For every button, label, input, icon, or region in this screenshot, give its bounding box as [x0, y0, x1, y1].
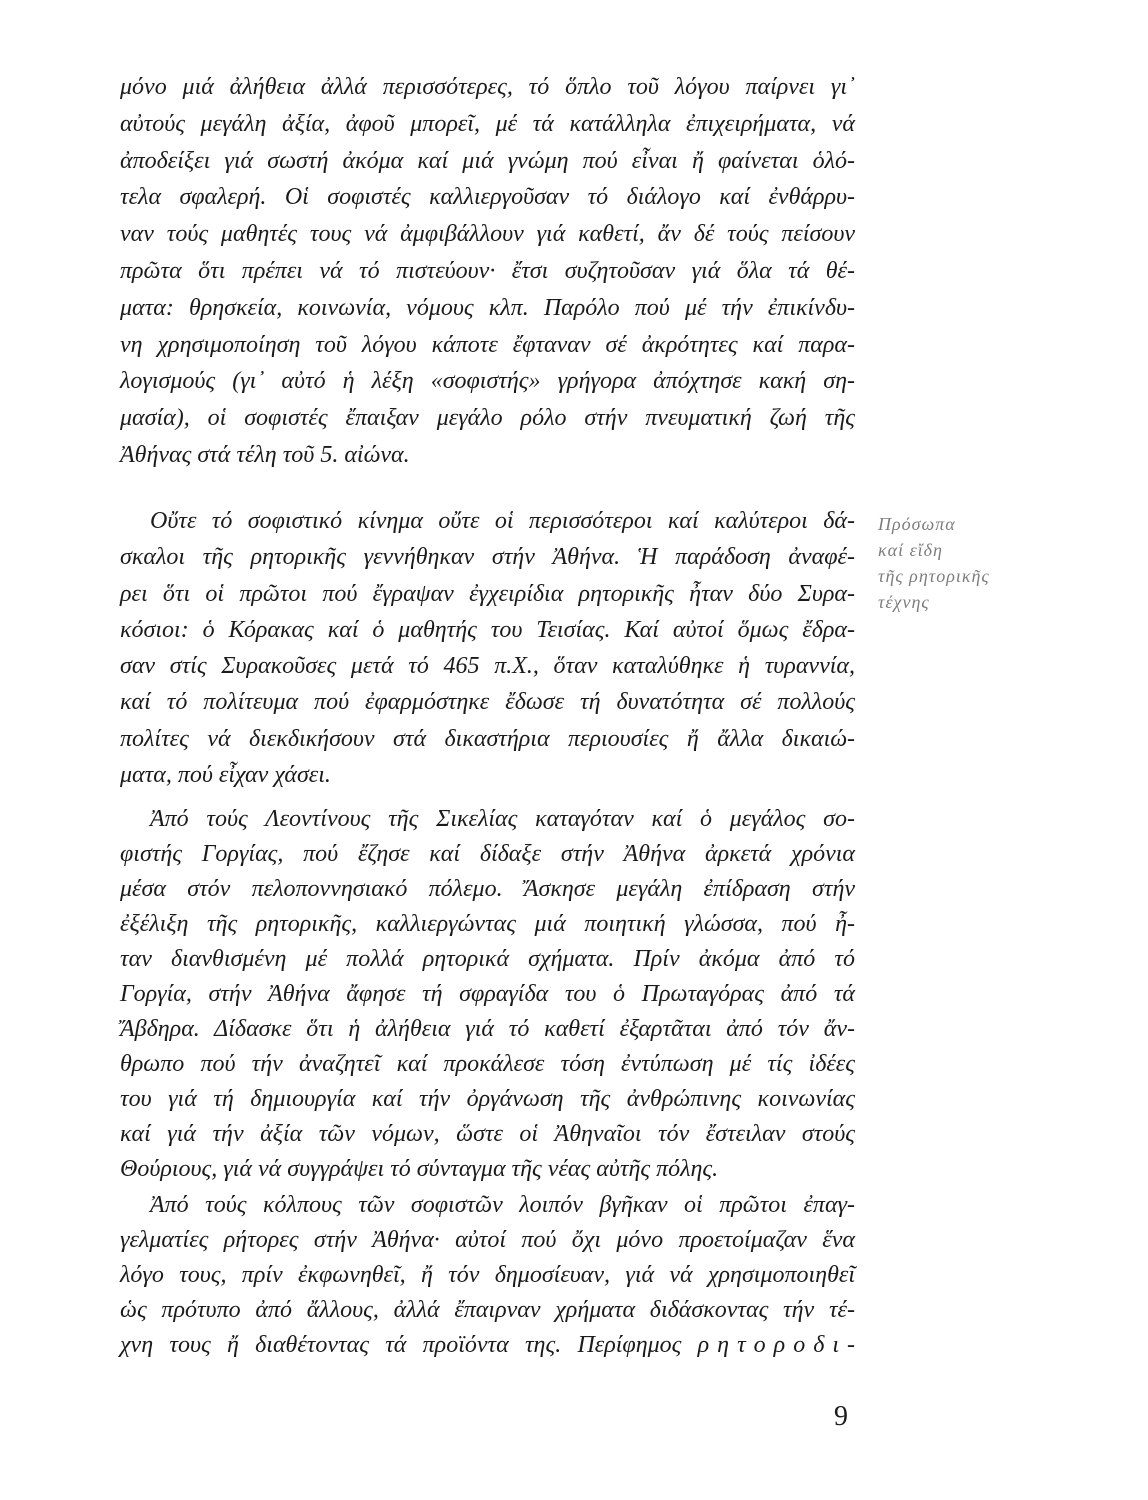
text-line: ὡς πρότυπο ἀπό ἄλλους, ἀλλά ἔπαιρναν χρήματα διδάσκοντας τήν τέ-	[120, 1297, 855, 1323]
margin-note-line: Πρόσωπα	[878, 514, 956, 534]
text-line: Ἀπό τούς κόλπους τῶν σοφιστῶν λοιπόν βγῆκαν οἱ πρῶτοι ἐπαγ-	[150, 1192, 855, 1218]
text-line: Θούριους, γιά νά συγγράψει τό σύνταγμα τῆς νέας αὐτῆς πόλης.	[120, 1156, 719, 1182]
text-line: κόσιοι: ὁ Κόρακας καί ὁ μαθητής του Τεισίας. Καί αὐτοί ὅμως ἔδρα-	[120, 616, 855, 643]
text-line: σαν στίς Συρακοῦσες μετά τό 465 π.Χ., ὅταν καταλύθηκε ἡ τυραννία,	[120, 653, 855, 680]
text-line: λόγο τους, πρίν ἐκφωνηθεῖ, ἤ τόν δημοσίευαν, γιά νά χρησιμοποιηθεῖ	[120, 1262, 855, 1288]
paragraph-3	[120, 802, 855, 1187]
text-line: Ἀθήνας στά τέλη τοῦ 5. αἰώνα.	[120, 441, 410, 468]
text-line: φιστής Γοργίας, πού ἔζησε καί δίδαξε στήν Ἀθήνα ἀρκετά χρόνια	[120, 841, 855, 867]
text-line: Γοργία, στήν Ἀθήνα ἄφησε τή σφραγίδα του ὁ Πρωταγόρας ἀπό τά	[120, 981, 855, 1007]
text-line: πρῶτα ὅτι πρέπει νά τό πιστεύουν· ἔτσι συζητοῦσαν γιά ὅλα τά θέ-	[120, 257, 855, 284]
text-line: του γιά τή δημιουργία καί τήν ὀργάνωση τῆς ἀνθρώπινης κοινωνίας	[120, 1086, 855, 1112]
paragraph-1	[120, 69, 855, 474]
text-line: σκαλοι τῆς ρητορικῆς γεννήθηκαν στήν Ἀθήνα. Ἡ παράδοση ἀναφέ-	[120, 544, 855, 571]
page-number: 9	[834, 1401, 848, 1432]
text-line: μέσα στόν πελοποννησιακό πόλεμο. Ἄσκησε μεγάλη ἐπίδραση στήν	[120, 876, 855, 902]
text-line: θρωπο πού τήν ἀναζητεῖ καί προκάλεσε τόση ἐντύπωση μέ τίς ἰδέες	[120, 1051, 855, 1077]
emphasized-word: ρητοροδι-	[697, 1332, 864, 1358]
paragraph-2	[120, 503, 855, 793]
text-line: ἀποδείξει γιά σωστή ἀκόμα καί μιά γνώμη πού εἶναι ἤ φαίνεται ὁλό-	[120, 147, 855, 174]
text-line: καί γιά τήν ἀξία τῶν νόμων, ὥστε οἱ Ἀθηναῖοι τόν ἔστειλαν στούς	[120, 1121, 855, 1147]
text-line	[120, 1328, 864, 1363]
margin-note-line: καί εἴδη	[878, 540, 943, 560]
text-line: ρει ὅτι οἱ πρῶτοι πού ἔγραψαν ἐγχειρίδια ρητορικῆς ἦταν δύο Συρα-	[120, 580, 855, 607]
margin-note-line: τέχνης	[878, 592, 930, 612]
margin-note-line: τῆς ρητορικῆς	[878, 566, 990, 586]
text-line: ταν διανθισμένη μέ πολλά ρητορικά σχήματα. Πρίν ἀκόμα ἀπό τό	[120, 946, 855, 972]
text-line: καί τό πολίτευμα πού ἐφαρμόστηκε ἔδωσε τή δυνατότητα σέ πολλούς	[120, 689, 855, 716]
text-line: αὐτούς μεγάλη ἀξία, ἀφοῦ μπορεῖ, μέ τά κατάλληλα ἐπιχειρήματα, νά	[120, 110, 855, 137]
text-line: ματα: θρησκεία, κοινωνία, νόμους κλπ. Παρόλο πού μέ τήν ἐπικίνδυ-	[120, 294, 855, 321]
text-line: γελματίες ρήτορες στήν Ἀθήνα· αὐτοί πού ὄχι μόνο προετοίμαζαν ἕνα	[120, 1227, 855, 1253]
text-line: Ἀπό τούς Λεοντίνους τῆς Σικελίας καταγόταν καί ὁ μεγάλος σο-	[150, 806, 855, 832]
text-line: μασία), οἱ σοφιστές ἔπαιξαν μεγάλο ρόλο στήν πνευματική ζωή τῆς	[120, 405, 855, 432]
text-line: λογισμούς (γι᾽ αὐτό ἡ λέξη «σοφιστής» γρήγορα ἀπόχτησε κακή ση-	[120, 368, 855, 395]
text-line: νη χρησιμοποίηση τοῦ λόγου κάποτε ἔφταναν σέ ἀκρότητες καί παρα-	[120, 331, 855, 358]
text-line: ματα, πού εἶχαν χάσει.	[120, 762, 331, 789]
text-line: ναν τούς μαθητές τους νά ἀμφιβάλλουν γιά καθετί, ἄν δέ τούς πείσουν	[120, 221, 855, 248]
text-line: τελα σφαλερή. Οἱ σοφιστές καλλιεργοῦσαν τό διάλογο καί ἐνθάρρυ-	[120, 184, 855, 211]
text-line: πολίτες νά διεκδικήσουν στά δικαστήρια περιουσίες ἤ ἄλλα δικαιώ-	[120, 725, 855, 752]
text-line: Ἄβδηρα. Δίδασκε ὅτι ἡ ἀλήθεια γιά τό καθετί ἐξαρτᾶται ἀπό τόν ἄν-	[120, 1016, 855, 1042]
text-line-segment: χνη τους ἤ διαθέτοντας τά προϊόντα της. Περίφημος	[120, 1332, 682, 1358]
text-line: Οὔτε τό σοφιστικό κίνημα οὔτε οἱ περισσότεροι καί καλύτεροι δά-	[150, 508, 855, 534]
margin-note	[878, 511, 1118, 615]
text-line: μόνο μιά ἀλήθεια ἀλλά περισσότερες, τό ὅπλο τοῦ λόγου παίρνει γι᾽	[120, 74, 855, 100]
text-line: ἐξέλιξη τῆς ρητορικῆς, καλλιεργώντας μιά ποιητική γλώσσα, πού ἦ-	[120, 911, 855, 937]
paragraph-4	[120, 1188, 864, 1363]
